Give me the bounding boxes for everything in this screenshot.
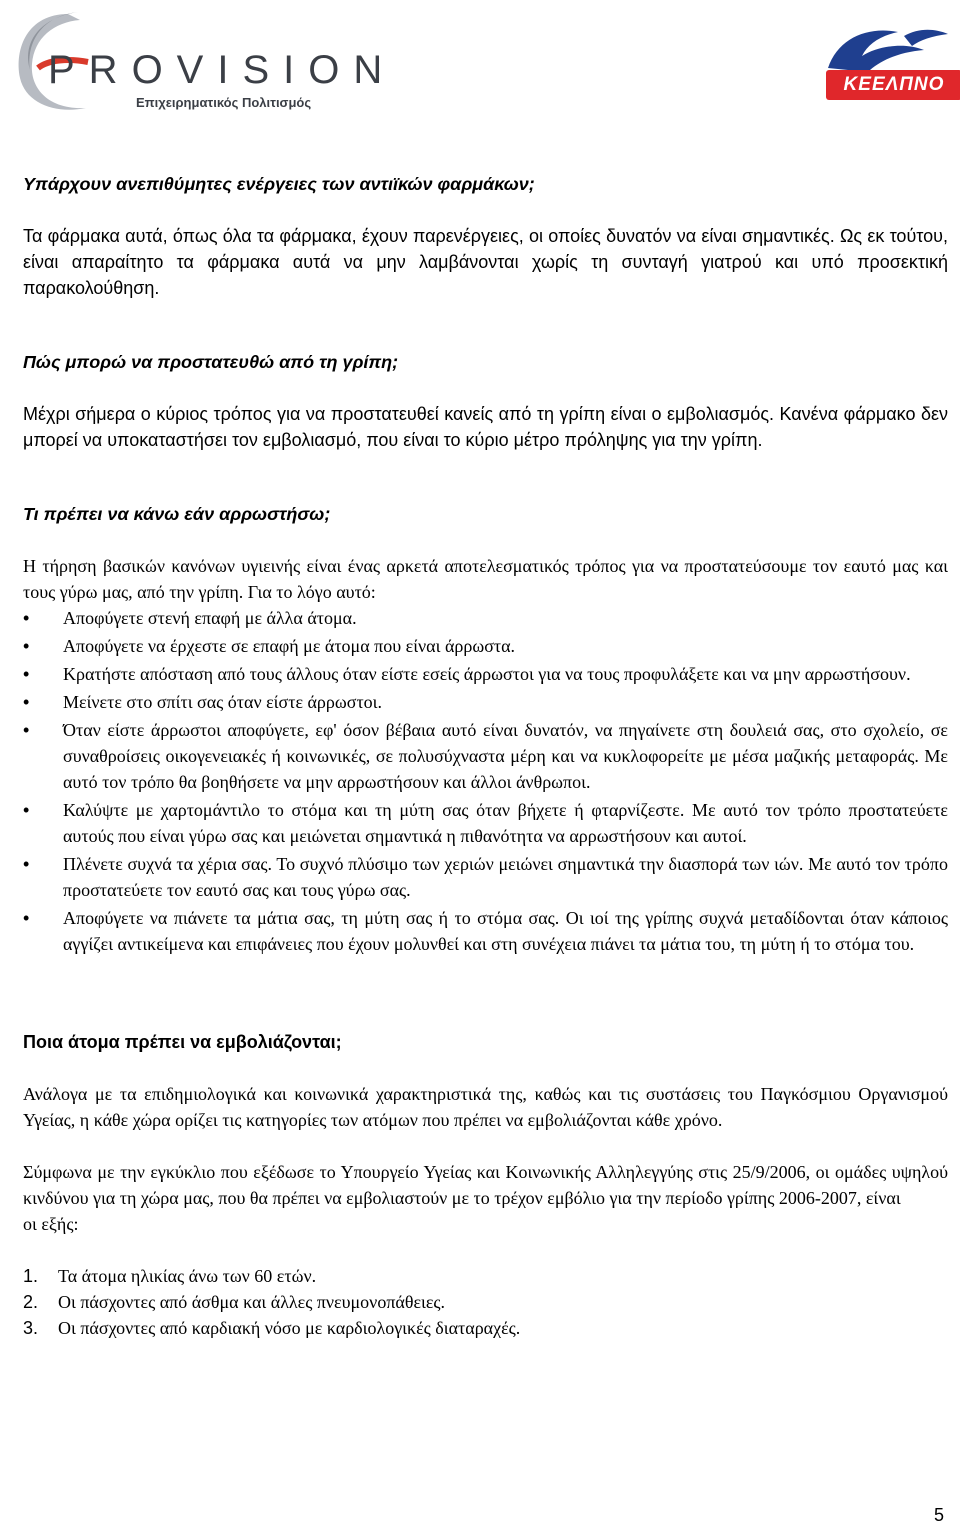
keelpno-badge: ΚΕΕΛΠΝΟ — [826, 70, 960, 100]
list-item — [23, 1263, 948, 1289]
list-item: • Πλένετε συχνά τα χέρια σας. Το συχνό πλύσιμο των χεριών μειώνει σημαντικά την διασπορά των ιών. Με αυτό τον τρόπο προστατεύετε τον εαυτό σας και τους γύρω σας. — [23, 851, 948, 903]
section-heading-if-sick: Τι πρέπει να κάνω εάν αρρωστήσω; — [23, 504, 331, 524]
provision-tagline: Επιχειρηματικός Πολιτισμός — [136, 95, 312, 110]
who-vaccinate-paragraph-1: Ανάλογα με τα επιδημιολογικά και κοινωνικά χαρακτηριστικά της, καθώς και τις συστάσεις του Παγκόσμιου Οργανισμού Υγείας, η κάθε χώρα ορίζει τις κατηγορίες των ατόμων που πρέπει να εμβολιάζονται κάθε χρόνο. — [23, 1084, 948, 1130]
who-vaccinate-paragraph-2: Σύμφωνα με την εγκύκλιο που εξέδωσε το Υπουργείο Υγείας και Κοινωνικής Αλληλεγγύης στις 25/9/2006, οι ομάδες υψηλού κινδύνου για τη χώρα μας, που θα πρέπει να εμβολιαστούν με το τρέχον εμβόλιο για την περίοδο γρίπης 2006-2007, είναι — [23, 1162, 948, 1208]
list-number: 1. — [23, 1266, 39, 1286]
dove-icon — [808, 18, 958, 78]
list-text: Οι πάσχοντες από καρδιακή νόσο με καρδιολογικές διαταραχές. — [58, 1318, 521, 1338]
list-item — [23, 1289, 948, 1315]
risk-groups-list — [23, 1263, 948, 1341]
protection-paragraph: Μέχρι σήμερα ο κύριος τρόπος για να προστατευθεί κανείς από τη γρίπη είναι ο εμβολιασμός. Κανένα φάρμακο δεν μπορεί να υποκαταστήσει τον εμβολιασμό, που είναι το κύριο μέτρο πρόληψης για την γρίπη. — [23, 404, 948, 450]
document-content — [23, 171, 948, 1341]
list-text: Οι πάσχοντες από άσθμα και άλλες πνευμονοπάθειες. — [58, 1292, 446, 1312]
list-item: • Αποφύγετε να πιάνετε τα μάτια σας, τη μύτη σας ή το στόμα σας. Οι ιοί της γρίπης συχνά μεταδίδονται όταν κάποιος αγγίζει αντικείμενα και επιφάνειες που έχουν μολυνθεί και στη συνέχεια πιάνει τα μάτια του, τη μύτη ή το στόμα του. — [23, 905, 948, 957]
section-heading-protection: Πώς μπορώ να προστατευθώ από τη γρίπη; — [23, 352, 399, 372]
side-effects-paragraph: Τα φάρμακα αυτά, όπως όλα τα φάρμακα, έχουν παρενέργειες, οι οποίες δυνατόν να είναι σημαντικές. Ως εκ τούτου, είναι απαραίτητο τα φάρμακα αυτά να μην λαμβάνονται χωρίς τη συνταγή γιατρού και υπό προσεκτική παρακολούθηση. — [23, 226, 948, 298]
list-number: 3. — [23, 1318, 39, 1338]
list-item: • Καλύψτε με χαρτομάντιλο το στόμα και τη μύτη σας όταν βήχετε ή φταρνίζεστε. Με αυτό τον τρόπο προστατεύετε αυτούς που είναι γύρω σας και μειώνεται σημαντικά η πιθανότητα να αρρωστήσουν και αυτοί. — [23, 797, 948, 849]
page-number: 5 — [934, 1505, 945, 1525]
list-item: • Όταν είστε άρρωστοι αποφύγετε, εφ' όσον βέβαια αυτό είναι δυνατόν, να πηγαίνετε στη δουλειά σας, στο σχολείο, σε συναθροίσεις οικογενειακές ή κοινωνικές, σε πολυσύχναστα μέρη και να κυκλοφορείτε με μέσα μαζικής μεταφοράς. Με αυτό τον τρόπο θα βοηθήσετε να μην αρρωστήσουν και άλλοι άνθρωποι. — [23, 717, 948, 795]
list-number: 2. — [23, 1292, 39, 1312]
list-item: • Μείνετε στο σπίτι σας όταν είστε άρρωστοι. — [23, 689, 948, 715]
list-item — [23, 1315, 948, 1341]
provision-logo — [8, 8, 397, 118]
list-item: • Αποφύγετε να έρχεστε σε επαφή με άτομα που είναι άρρωστα. — [23, 633, 948, 659]
keelpno-logo — [808, 18, 960, 104]
list-item: • Κρατήστε απόσταση από τους άλλους όταν είστε εσείς άρρωστοι για να τους προφυλάξετε και να μην αρρωστήσουν. — [23, 661, 948, 687]
if-sick-intro: Η τήρηση βασικών κανόνων υγιεινής είναι ένας αρκετά αποτελεσματικός τρόπος για να προστατεύσουμε τον εαυτό μας και τους γύρω μας, από την γρίπη. Για το λόγο αυτό: — [23, 556, 948, 602]
list-item: • Αποφύγετε στενή επαφή με άλλα άτομα. — [23, 605, 948, 631]
who-vaccinate-paragraph-3: οι εξής: — [23, 1214, 79, 1234]
section-heading-side-effects: Υπάρχουν ανεπιθύμητες ενέργειες των αντιϊκών φαρμάκων; — [23, 174, 535, 194]
hygiene-bullet-list — [23, 605, 948, 957]
provision-brand-text: PROVISION — [48, 48, 397, 92]
section-heading-who-vaccinate: Ποια άτομα πρέπει να εμβολιάζονται; — [23, 1032, 342, 1052]
list-text: Τα άτομα ηλικίας άνω των 60 ετών. — [58, 1266, 317, 1286]
